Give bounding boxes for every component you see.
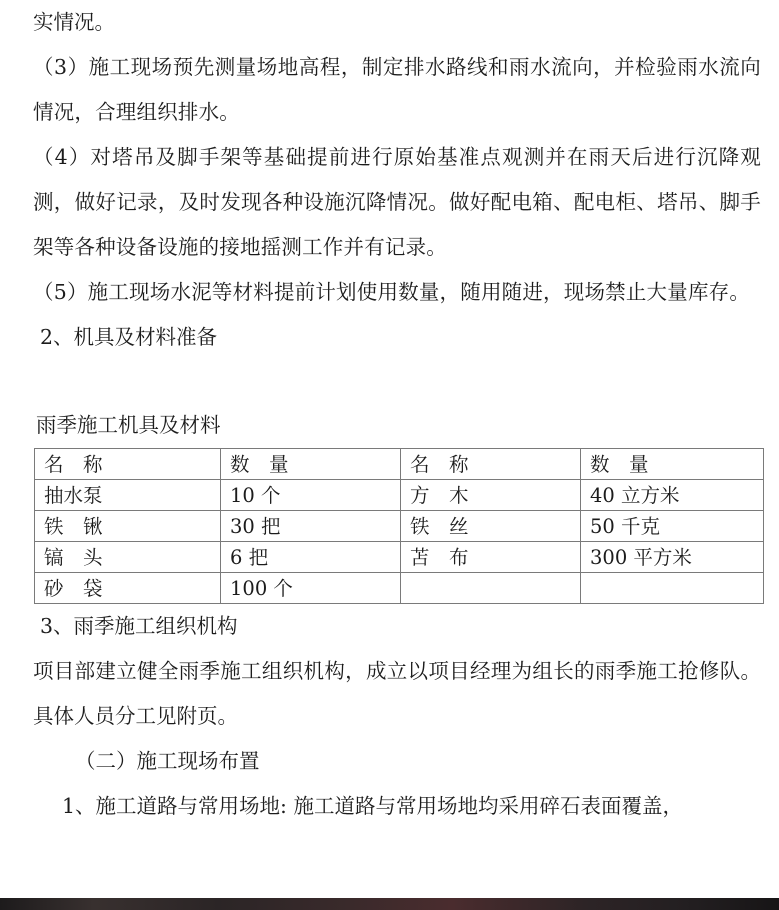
cell-name-1: 抽水泵 [35,480,221,511]
subsection-heading-2: （二）施工现场布置 [75,749,260,773]
table-header-name-1: 名 称 [35,449,221,480]
cell-name-2: 铁 丝 [401,511,581,542]
paragraph-item-5: （5）施工现场水泥等材料提前计划使用数量，随用随进，现场禁止大量库存。 [33,280,751,304]
table-row [35,511,764,542]
table-row [35,542,764,573]
cell-name-2: 苫 布 [401,542,581,573]
cell-quantity-2: 40 立方米 [581,480,764,511]
cell-quantity-2: 50 千克 [581,511,764,542]
cell-name-1: 镐 头 [35,542,221,573]
paragraph-item-4: （4）对塔吊及脚手架等基础提前进行原始基准点观测并在雨天后进行沉降观测，做好记录，及时发现各种设施沉降情况。做好配电箱、配电柜、塔吊、脚手架等各种设备设施的接地摇测工作并有记录。 [33,145,761,259]
cell-name-1: 铁 锹 [35,511,221,542]
cell-quantity-2 [581,573,764,604]
table-row [35,480,764,511]
cell-name-2: 方 木 [401,480,581,511]
cell-name-2 [401,573,581,604]
table-header-name-2: 名 称 [401,449,581,480]
paragraph-continuation-line: 实情况。 [33,10,115,34]
page-bottom-edge-band [0,898,779,910]
materials-table [34,448,764,604]
paragraph-item-3: （3）施工现场预先测量场地高程，制定排水路线和雨水流向，并检验雨水流向情况，合理组织排水。 [33,55,761,124]
cell-quantity-2: 300 平方米 [581,542,764,573]
table-header-quantity-2: 数 量 [581,449,764,480]
cell-name-1: 砂 袋 [35,573,221,604]
cell-quantity-1: 6 把 [221,542,401,573]
cell-quantity-1: 10 个 [221,480,401,511]
section-heading-3: 3、雨季施工组织机构 [40,614,238,638]
table-row [35,573,764,604]
section-3-paragraph: 项目部建立健全雨季施工组织机构，成立以项目经理为组长的雨季施工抢修队。具体人员分工见附页。 [33,659,761,728]
cell-quantity-1: 100 个 [221,573,401,604]
section-heading-2: 2、机具及材料准备 [40,325,218,349]
table-header-row [35,449,764,480]
table-caption: 雨季施工机具及材料 [36,413,221,437]
table-header-quantity-1: 数 量 [221,449,401,480]
cell-quantity-1: 30 把 [221,511,401,542]
vertical-spacer [33,360,761,408]
subsection-2-item-1: 1、施工道路与常用场地: 施工道路与常用场地均采用碎石表面覆盖， [62,794,683,818]
